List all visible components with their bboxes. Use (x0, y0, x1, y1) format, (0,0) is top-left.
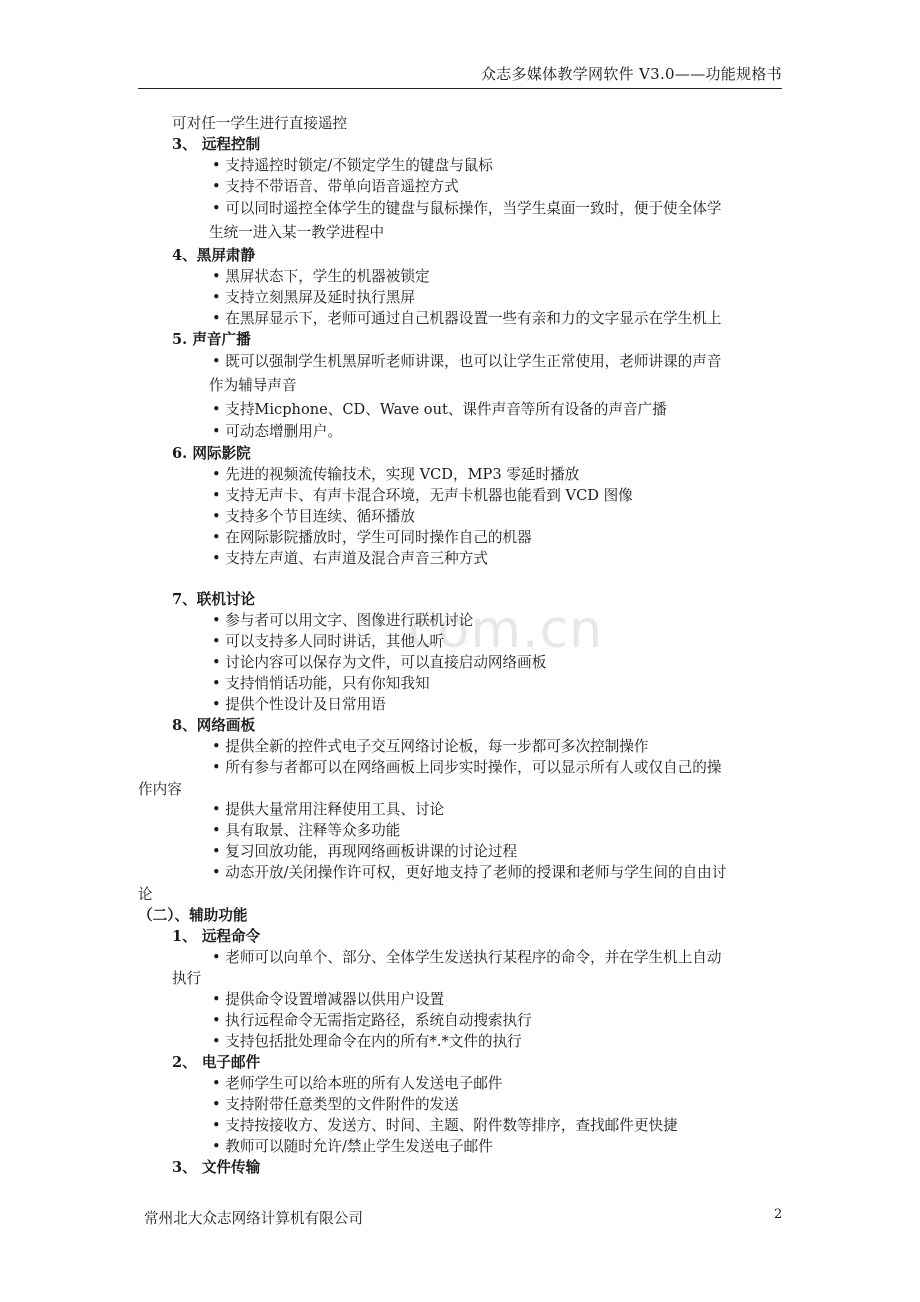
body-line: • 可动态增删用户。 (212, 423, 342, 440)
section-heading: 3、 文件传输 (172, 1159, 261, 1176)
body-line: 作为辅导声音 (209, 377, 297, 394)
body-line: • 参与者可以用文字、图像进行联机讨论 (212, 612, 474, 629)
body-line: • 老师学生可以给本班的所有人发送电子邮件 (212, 1075, 503, 1092)
body-line: • 支持包括批处理命令在内的所有*.*文件的执行 (212, 1033, 522, 1050)
body-line: • 教师可以随时允许/禁止学生发送电子邮件 (212, 1138, 493, 1155)
section-heading: 5. 声音广播 (172, 331, 251, 348)
section-heading: 2、 电子邮件 (172, 1054, 261, 1071)
header-rule (138, 88, 782, 89)
body-line: • 支持Micphone、CD、Wave out、课件声音等所有设备的声音广播 (212, 401, 667, 418)
document-header-title: 众志多媒体教学网软件 V3.0——功能规格书 (480, 65, 782, 83)
body-line: • 提供命令设置增减器以供用户设置 (212, 991, 445, 1008)
body-line: • 支持悄悄话功能，只有你知我知 (212, 675, 430, 692)
body-line: • 支持遥控时锁定/不锁定学生的键盘与鼠标 (212, 157, 493, 174)
body-line: • 执行远程命令无需指定路径，系统自动搜索执行 (212, 1012, 532, 1029)
body-line: • 先进的视频流传输技术，实现 VCD，MP3 零延时播放 (212, 466, 580, 483)
body-line: 论 (138, 886, 153, 903)
body-line: • 可以同时遥控全体学生的键盘与鼠标操作，当学生桌面一致时，便于使全体学 (212, 200, 722, 217)
section-heading: 4、黑屏肃静 (172, 247, 256, 264)
section-heading: 1、 远程命令 (172, 928, 261, 945)
section-heading: 8、网络画板 (172, 717, 256, 734)
body-line: • 提供全新的控件式电子交互网络讨论板，每一步都可多次控制操作 (212, 738, 649, 755)
body-line: 执行 (172, 970, 202, 987)
page-number: 2 (774, 1207, 783, 1222)
body-line: 作内容 (138, 781, 182, 798)
footer-company: 常州北大众志网络计算机有限公司 (144, 1210, 363, 1227)
body-line: • 复习回放功能，再现网络画板讲课的讨论过程 (212, 843, 518, 860)
body-line: • 黑屏状态下，学生的机器被锁定 (212, 268, 430, 285)
body-line: • 具有取景、注释等众多功能 (212, 822, 401, 839)
body-line: • 在黑屏显示下，老师可通过自己机器设置一些有亲和力的文字显示在学生机上 (212, 310, 722, 327)
body-line: • 支持无声卡、有声卡混合环境，无声卡机器也能看到 VCD 图像 (212, 487, 633, 504)
section-heading: （二）、辅助功能 (138, 907, 248, 924)
body-line: • 讨论内容可以保存为文件，可以直接启动网络画板 (212, 654, 547, 671)
body-line: • 老师可以向单个、部分、全体学生发送执行某程序的命令，并在学生机上自动 (212, 949, 722, 966)
body-line: • 支持附带任意类型的文件附件的发送 (212, 1096, 459, 1113)
watermark: com.cn (408, 600, 604, 660)
body-line: • 支持立刻黑屏及延时执行黑屏 (212, 289, 415, 306)
body-line: 可对任一学生进行直接遥控 (172, 115, 348, 132)
body-line: • 提供个性设计及日常用语 (212, 696, 386, 713)
body-line: • 支持不带语音、带单向语音遥控方式 (212, 178, 459, 195)
body-line: • 所有参与者都可以在网络画板上同步实时操作，可以显示所有人或仅自己的操 (212, 759, 722, 776)
body-line: • 提供大量常用注释使用工具、讨论 (212, 801, 445, 818)
section-heading: 6. 网际影院 (172, 445, 251, 462)
body-line: • 支持左声道、右声道及混合声音三种方式 (212, 550, 488, 567)
body-line: 生统一进入某一教学进程中 (209, 224, 385, 241)
section-heading: 3、 远程控制 (172, 136, 261, 153)
body-line: • 动态开放/关闭操作许可权，更好地支持了老师的授课和老师与学生间的自由讨 (212, 864, 727, 881)
body-line: • 支持多个节目连续、循环播放 (212, 508, 415, 525)
body-line: • 既可以强制学生机黑屏听老师讲课，也可以让学生正常使用，老师讲课的声音 (212, 353, 722, 370)
body-line: • 可以支持多人同时讲话，其他人听 (212, 633, 445, 650)
body-line: • 在网际影院播放时，学生可同时操作自己的机器 (212, 529, 532, 546)
section-heading: 7、联机讨论 (172, 591, 256, 608)
body-line: • 支持按接收方、发送方、时间、主题、附件数等排序，查找邮件更快捷 (212, 1117, 678, 1134)
